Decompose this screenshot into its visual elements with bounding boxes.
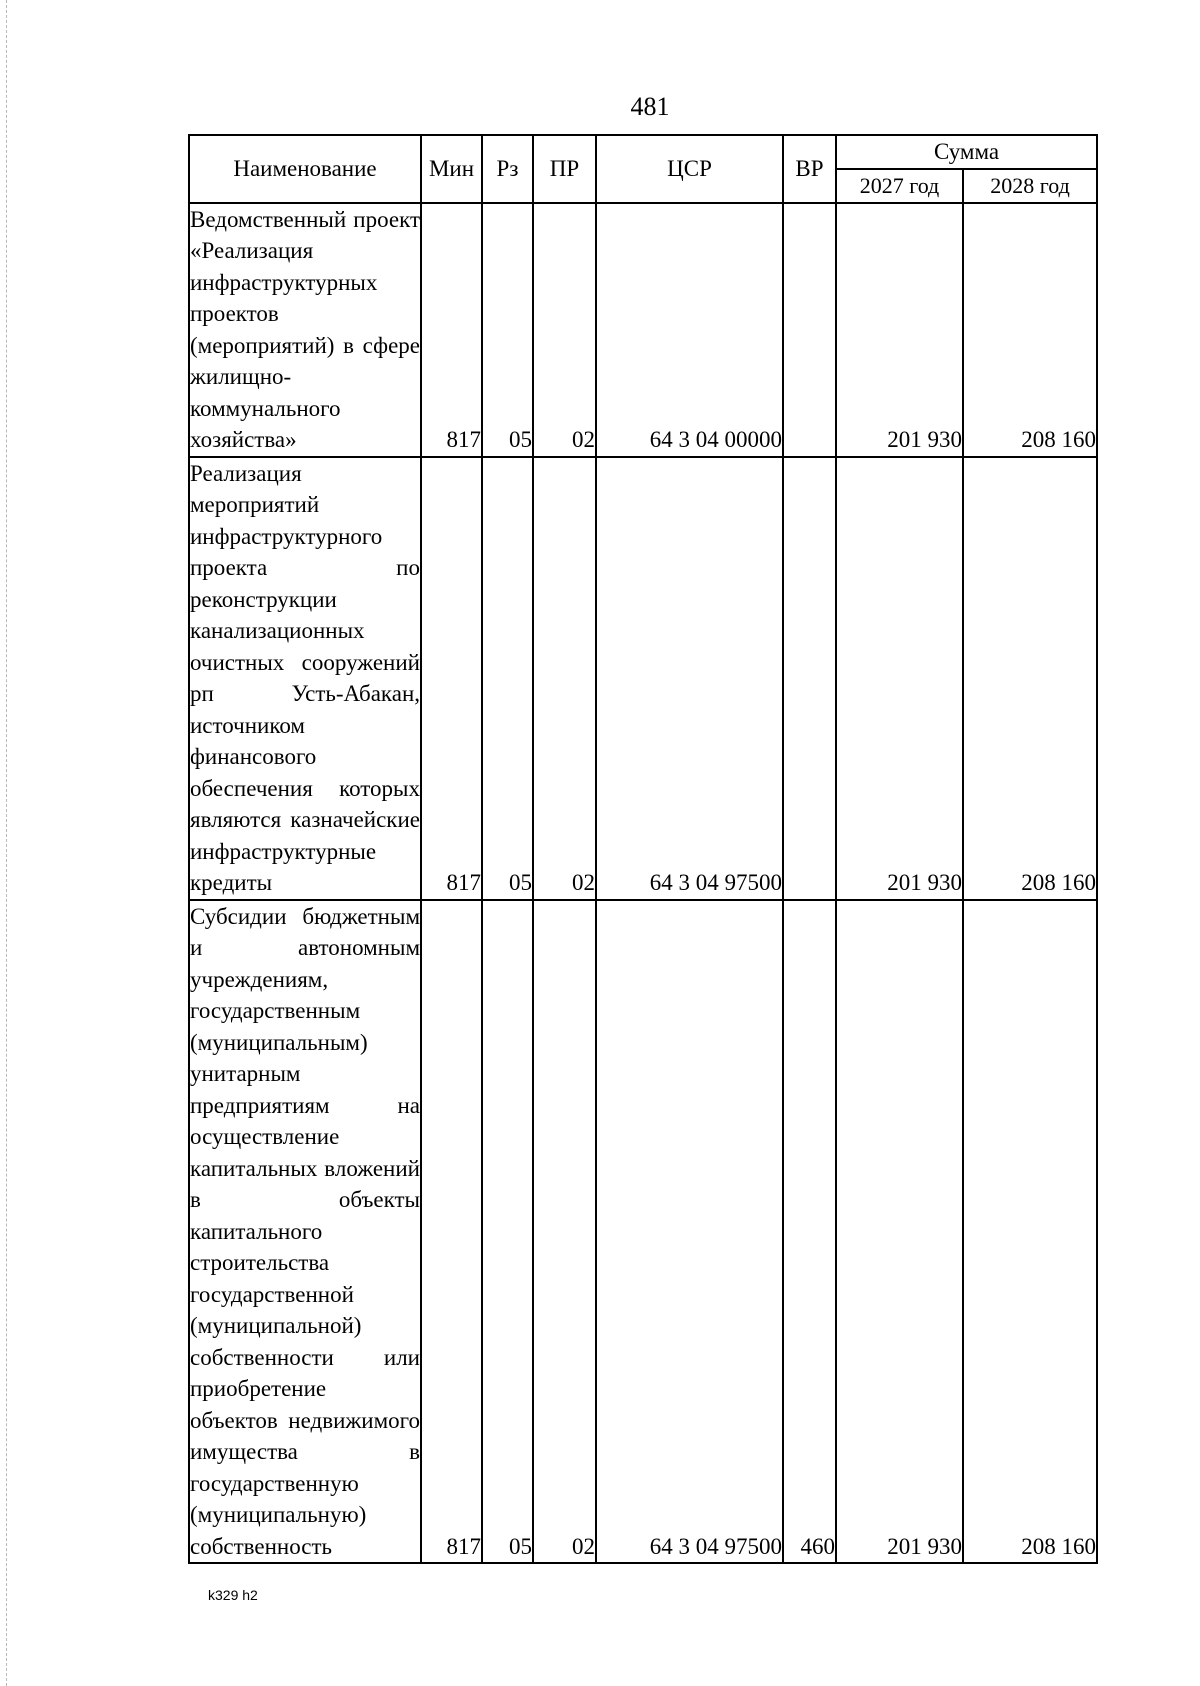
header-pr: ПР — [533, 135, 596, 203]
header-vr: ВР — [783, 135, 836, 203]
row-pr: 02 — [533, 900, 596, 1564]
scan-edge-line — [6, 0, 7, 1686]
row-vr — [783, 457, 836, 900]
row-name: Субсидии бюджетным и автономным учреждениям, государственным (муниципальным) унитарным предприятиям на осуществление капитальных вложений в объекты капитального строительства государственной (муниципальной) собственности или приобретение объектов недвижимого имущества в государственную (муниципальную) собственность — [189, 900, 421, 1564]
footer-code: k329 h2 — [208, 1587, 258, 1603]
row-rz: 05 — [482, 457, 533, 900]
header-min: Мин — [421, 135, 482, 203]
row-vr — [783, 203, 836, 457]
row-pr: 02 — [533, 203, 596, 457]
row-pr: 02 — [533, 457, 596, 900]
row-sum-2028: 208 160 — [963, 900, 1097, 1564]
header-year-2027: 2027 год — [836, 169, 963, 203]
page-number: 481 — [630, 92, 670, 121]
header-year-2028: 2028 год — [963, 169, 1097, 203]
table-header — [189, 135, 1097, 203]
header-rz: Рз — [482, 135, 533, 203]
header-name: Наименование — [189, 135, 421, 203]
row-sum-2027: 201 930 — [836, 457, 963, 900]
header-sum: Сумма — [836, 135, 1097, 169]
row-sum-2027: 201 930 — [836, 900, 963, 1564]
table-row — [189, 900, 1097, 1564]
row-csr: 64 3 04 97500 — [596, 457, 783, 900]
row-rz: 05 — [482, 900, 533, 1564]
row-rz: 05 — [482, 203, 533, 457]
row-min: 817 — [421, 203, 482, 457]
row-name: Ведомственный проект «Реализация инфраструктурных проектов (мероприятий) в сфере жилищно-коммунального хозяйства» — [189, 203, 421, 457]
table-row — [189, 203, 1097, 457]
row-csr: 64 3 04 00000 — [596, 203, 783, 457]
row-vr: 460 — [783, 900, 836, 1564]
row-sum-2028: 208 160 — [963, 203, 1097, 457]
table-row — [189, 457, 1097, 900]
row-sum-2028: 208 160 — [963, 457, 1097, 900]
row-min: 817 — [421, 457, 482, 900]
row-name: Реализация мероприятий инфраструктурного проекта по реконструкции канализационных очистных сооружений рп Усть-Абакан, источником финансового обеспечения которых являются казначейские инфраструктурные кредиты — [189, 457, 421, 900]
budget-table — [188, 134, 1098, 1564]
header-csr: ЦСР — [596, 135, 783, 203]
row-sum-2027: 201 930 — [836, 203, 963, 457]
row-csr: 64 3 04 97500 — [596, 900, 783, 1564]
row-min: 817 — [421, 900, 482, 1564]
